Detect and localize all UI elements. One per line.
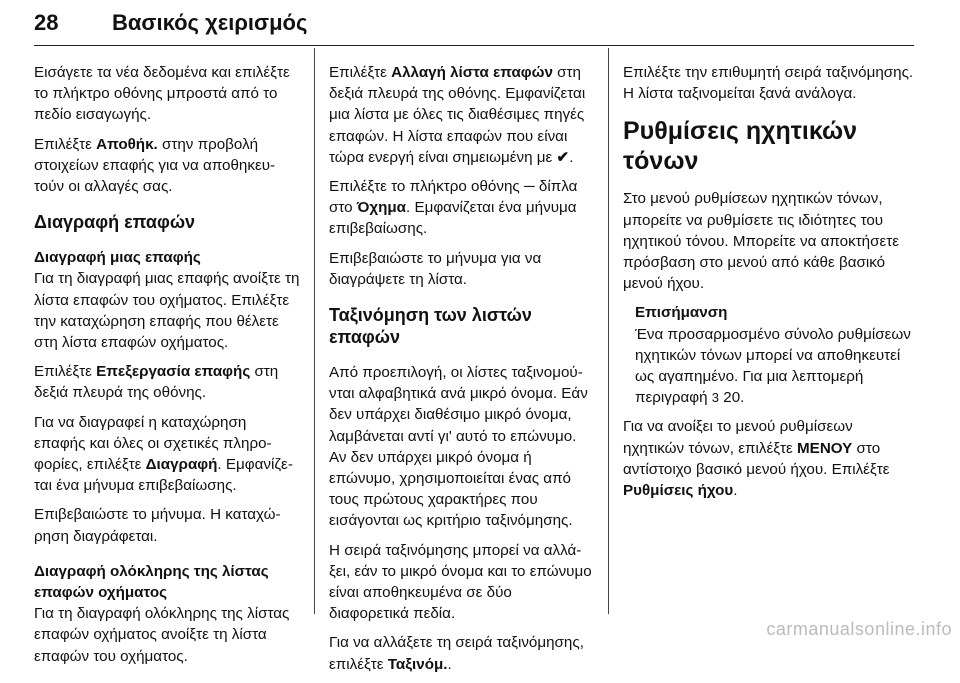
ui-term: Ρυθμίσεις ήχου bbox=[623, 482, 734, 500]
paragraph: Για να διαγραφεί η καταχώρηση επαφής και όλες οι σχετικές πληροφορίες, επιλέξτε Διαγραφή. Εμφανίζεται ένα μήνυμα επιβεβαίωσης. bbox=[34, 413, 293, 495]
paragraph: Επιλέξτε την επιθυμητή σειρά ταξινόμησης. Η λίστα ταξινομείται ξανά ανάλογα. bbox=[623, 64, 914, 103]
page-number: 28 bbox=[34, 10, 59, 35]
section-heading: Διαγραφή επαφών bbox=[34, 212, 196, 233]
paragraph: Επιβεβαιώστε το μήνυμα για να διαγράψετε τη λίστα. bbox=[329, 249, 542, 288]
column-divider bbox=[608, 48, 609, 614]
paragraph: Επιλέξτε Επεξεργασία επαφής στη δεξιά πλευρά της οθόνης. bbox=[34, 363, 279, 402]
paragraph: Για τη διαγραφή ολόκληρης της λίστας επαφών οχήματος ανοίξτε τη λίστα επαφών του οχήματος. bbox=[34, 605, 290, 665]
note-title: Επισήμανση bbox=[635, 304, 728, 322]
paragraph: Για να αλλάξετε τη σειρά ταξινόμησης, επιλέξτε Ταξινόμ.. bbox=[329, 634, 584, 673]
paragraph: Από προεπιλογή, οι λίστες ταξινομούνται αλφαβητικά ανά μικρό όνομα. Εάν δεν υπάρχει διαθέσιμο μικρό όνομα, λαμβάνεται αντί γι' αυτό το επώνυμο. Αν δεν υπάρχει μικρό όνομα ή επώνυμο, χρησιμοποιείται ένας από τους πρώτους χαρακτήρες που εισάγονται ως κριτήριο ταξινόμησης. bbox=[329, 364, 588, 530]
column-2 bbox=[329, 62, 595, 683]
paragraph: Εισάγετε τα νέα δεδομένα και επιλέξτε το πλήκτρο οθόνης μπροστά από το πεδίο εισαγωγής. bbox=[34, 64, 290, 124]
paragraph: Επιλέξτε Αποθήκ. στην προβολή στοιχείων επαφής για να αποθηκευτούν οι αλλαγές σας. bbox=[34, 135, 276, 196]
column-1 bbox=[34, 62, 300, 675]
watermark: carmanualsonline.info bbox=[766, 619, 952, 639]
ui-term: Αλλαγή λίστα επαφών bbox=[391, 64, 553, 81]
paragraph: Η σειρά ταξινόμησης μπορεί να αλλάξει, εάν το μικρό όνομα και το επώνυμο είναι αποθηκευμένα σε δύο διαφορετικά πεδία. bbox=[329, 541, 592, 623]
checkmark-icon: ✔ bbox=[556, 148, 570, 166]
paragraph: Για να ανοίξει το μενού ρυθμίσεων ηχητικών τόνων, επιλέξτε ΜΕΝΟΥ στο αντίστοιχο βασικό μενού ήχου. Επιλέξτε Ρυθμίσεις ήχου. bbox=[623, 418, 890, 500]
subsection-heading: Διαγραφή μιας επαφής bbox=[34, 249, 201, 267]
ui-term: Όχημα bbox=[356, 199, 407, 217]
paragraph: Επιλέξτε Αλλαγή λίστα επαφών στη δεξιά πλευρά της οθόνης. Εμφανίζεται μια λίστα με όλες τις διαθέσιμες πηγές επαφών. Η λίστα επαφών που είναι τώρα ενεργή είναι σημειωμένη με ✔. bbox=[329, 64, 586, 166]
paragraph: Στο μενού ρυθμίσεων ηχητικών τόνων, μπορείτε να ρυθμίσετε τις ιδιότητες του ηχητικού τόνου. Μπορείτε να αποκτήσετε πρόσβαση στο μενού από κάθε βασικό μενού ήχου. bbox=[623, 190, 900, 293]
section-heading: Ταξινόμηση των λιστών επαφών bbox=[329, 305, 532, 348]
paragraph: Για τη διαγραφή μιας επαφής ανοίξτε τη λίστα επαφών του οχήματος. Επιλέξτε την καταχώρηση επαφής που θέλετε στη λίστα επαφών οχήματος. bbox=[34, 270, 300, 352]
column-divider bbox=[314, 48, 315, 614]
ui-term: Διαγραφή bbox=[145, 456, 218, 474]
ui-term: Αποθήκ. bbox=[96, 135, 158, 153]
ui-term: Επεξεργασία επαφής bbox=[96, 363, 251, 381]
ui-term: Ταξινόμ. bbox=[387, 655, 448, 673]
chapter-heading: Ρυθμίσεις ηχητικών τόνων bbox=[623, 117, 858, 176]
subsection-heading: Διαγραφή ολόκληρης της λίστας επαφών οχήματος bbox=[34, 562, 269, 602]
note-text: Ένα προσαρμοσμένο σύνολο ρυθμίσεων ηχητικών τόνων μπορεί να αποθηκευτεί ως αγαπημένο. Για μια λεπτομερή περιγραφή 3 20. bbox=[635, 325, 911, 407]
note-box bbox=[635, 302, 915, 408]
ui-term: ΜΕΝΟΥ bbox=[797, 439, 853, 457]
paragraph: Επιβεβαιώστε το μήνυμα. Η καταχώρηση διαγράφεται. bbox=[34, 506, 281, 545]
paragraph: Επιλέξτε το πλήκτρο οθόνης ─ δίπλα στο Όχημα. Εμφανίζεται ένα μήνυμα επιβεβαίωσης. bbox=[329, 178, 578, 238]
header-rule bbox=[34, 45, 914, 46]
page-header bbox=[34, 6, 914, 44]
column-3 bbox=[623, 62, 915, 509]
page-reference-icon: 3 bbox=[711, 390, 720, 406]
page-title: Βασικός χειρισμός bbox=[112, 10, 308, 35]
